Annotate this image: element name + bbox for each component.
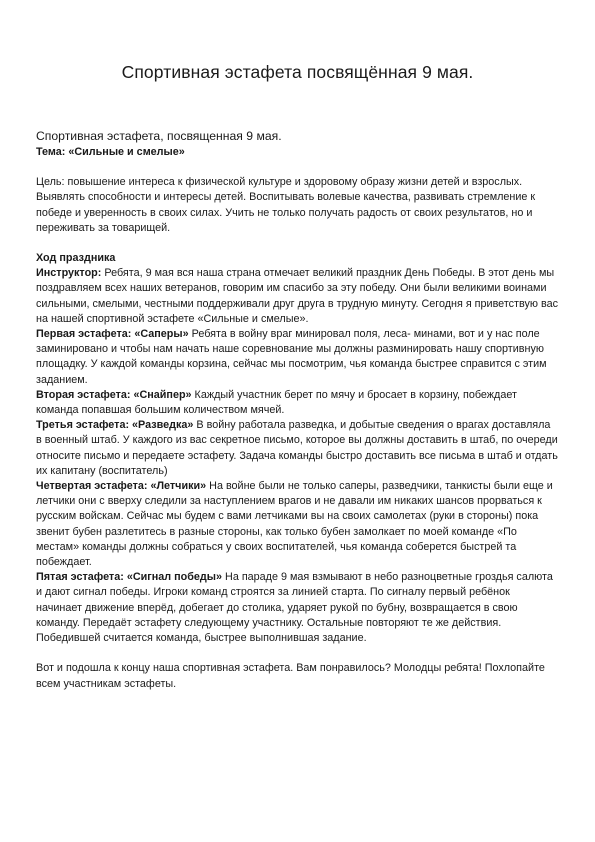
theme-line: Тема: «Сильные и смелые»	[36, 146, 185, 158]
section-text: В войну работала разведка, и добытые сведения о врагах доставляла в военный штаб. У каждого из вас секретное письмо, которое вы должны доставить в штаб, по очереди относите письмо и передаете эстафету. Задача команды быстро доставить все письма в штаб и отдать их капитану (воспитатель)	[36, 419, 558, 477]
progress-heading: Ход праздника	[36, 252, 116, 265]
section-relay-3	[36, 418, 558, 479]
closing-paragraph: Вот и подошла к концу наша спортивная эстафета. Вам понравилось? Молодцы ребята! Похлопайте всем участникам эстафеты.	[36, 662, 545, 690]
subtitle: Спортивная эстафета, посвященная 9 мая.	[36, 129, 282, 143]
section-label: Третья эстафета: «Разведка»	[36, 419, 194, 432]
section-text: Ребята в войну враг минировал поля, леса- минами, вот и у нас поле заминировано и чтобы нам начать наше соревнование мы должны разминировать нашу спортивную площадку. У каждой команды корзина, сейчас мы посмотрим, чья команда быстрее справится с этим заданием.	[36, 328, 547, 386]
section-label: Вторая эстафета: «Снайпер»	[36, 388, 192, 401]
section-label: Первая эстафета: «Саперы»	[36, 328, 189, 341]
section-relay-4	[36, 479, 558, 570]
section-text: Каждый участник берет по мячу и бросает в корзину, побеждает команда попавшая большим количеством мячей.	[36, 388, 517, 417]
section-relay-5	[36, 570, 558, 646]
document-body	[36, 128, 558, 692]
page-title: Спортивная эстафета посвящённая 9 мая.	[121, 62, 474, 82]
section-label: Четвертая эстафета: «Летчики»	[36, 480, 207, 493]
goal-paragraph: Цель: повышение интереса к физической культуре и здоровому образу жизни детей и взрослых. Выявлять способности и интересы детей. Воспитывать волевые качества, развивать стремление к победе и уверенность в своих силах. Учить не только получать радость от своих результатов, но и переживать за товарищей.	[36, 176, 536, 234]
section-text: Ребята, 9 мая вся наша страна отмечает великий праздник День Победы. В этот день мы поздравляем всех наших ветеранов, говорим им спасибо за эту победу. Они были великими воинами сильными, смелыми, честными поддерживали друг друга в трудную минуту. Сегодня я приветствую вас на нашей спортивной эстафете «Сильные и смелые».	[36, 267, 559, 325]
section-relay-1	[36, 327, 558, 388]
section-text: На параде 9 мая взмывают в небо разноцветные гроздья салюта и дают сигнал победы. Игроки команд строятся за линией старта. По сигналу первый ребёнок начинает движение вперёд, добегает до столика, ударяет рукой по бубну, возвращается в свою команду. Передаёт эстафету следующему участнику. Остальные повторяют те же действия. Победившей считается команда, быстрее выполнившая задание.	[36, 571, 553, 645]
section-label: Инструктор:	[36, 267, 102, 280]
section-label: Пятая эстафета: «Сигнал победы»	[36, 571, 223, 584]
section-relay-2	[36, 388, 558, 418]
section-text: На войне были не только саперы, разведчики, танкисты были еще и летчики они с вверху следили за наступлением врагов и не давали им никаких шансов прорваться к русским войскам. Сейчас мы будем с вами летчиками вы на своих самолетах (руки в стороны) пока звенит бубен разлетитесь в разные стороны, как только бубен замолкает по моей команде «По местам» команды должны собраться у своих воспитателей, чья команда соберется быстрей та побеждает.	[36, 480, 553, 569]
section-instructor	[36, 266, 558, 327]
